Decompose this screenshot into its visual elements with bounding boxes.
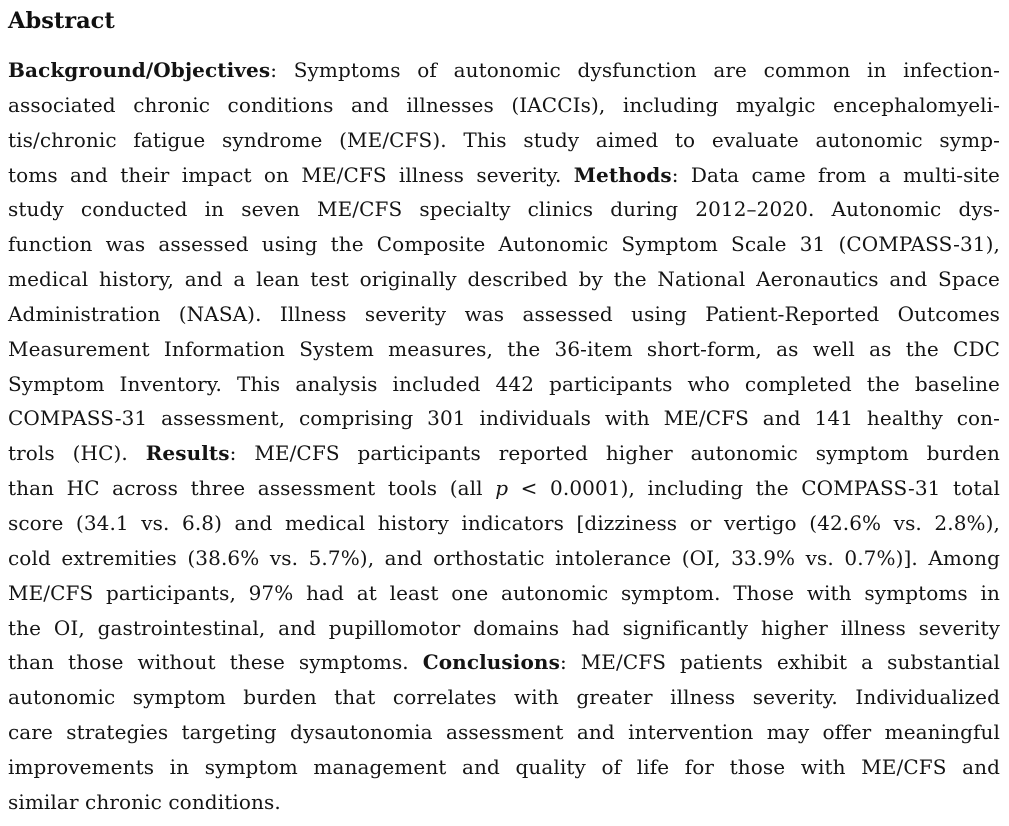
text-segment: : ME/CFS participants reported higher autonomic symptom burden bbox=[229, 441, 1001, 466]
abstract-line bbox=[8, 750, 1000, 785]
abstract-line bbox=[8, 227, 1000, 262]
abstract-line bbox=[8, 715, 1000, 750]
abstract-line bbox=[8, 158, 1000, 193]
abstract-line bbox=[8, 262, 1000, 297]
bold-label: Conclusions bbox=[422, 650, 560, 675]
text-segment: tis/chronic fatigue syndrome (ME/CFS). This study aimed to evaluate autonomic symp- bbox=[8, 127, 1000, 152]
text-segment: ME/CFS participants, 97% had at least one autonomic symptom. Those with symptoms in bbox=[8, 580, 1000, 605]
abstract-line bbox=[8, 680, 1000, 715]
abstract-line bbox=[8, 471, 1000, 506]
abstract-line bbox=[8, 367, 1000, 402]
abstract-line bbox=[8, 576, 1000, 611]
text-segment: the OI, gastrointestinal, and pupillomotor domains had significantly higher illness severity bbox=[8, 615, 1000, 640]
text-segment: associated chronic conditions and illnesses (IACCIs), including myalgic encephalomyeli- bbox=[8, 92, 1000, 117]
abstract-line bbox=[8, 401, 1000, 436]
text-segment: Symptom Inventory. This analysis included 442 participants who completed the baseline bbox=[8, 371, 1000, 396]
text-segment: : ME/CFS patients exhibit a substantial bbox=[559, 650, 1000, 675]
text-segment: score (34.1 vs. 6.8) and medical history indicators [dizziness or vertigo (42.6% vs. 2.8%), bbox=[8, 510, 1000, 535]
bold-label: Background/Objectives bbox=[8, 58, 271, 82]
abstract-line bbox=[8, 88, 1000, 123]
text-segment: study conducted in seven ME/CFS specialty clinics during 2012–2020. Autonomic dys- bbox=[8, 197, 1000, 222]
text-segment: : Symptoms of autonomic dysfunction are common in infection- bbox=[270, 58, 1000, 82]
text-segment: COMPASS-31 assessment, comprising 301 individuals with ME/CFS and 141 healthy con- bbox=[8, 406, 1000, 431]
bold-label: Methods bbox=[573, 162, 672, 187]
abstract-line bbox=[8, 192, 1000, 227]
abstract-line bbox=[8, 785, 1000, 820]
bold-label: Results bbox=[145, 441, 230, 466]
text-segment: improvements in symptom management and quality of life for those with ME/CFS and bbox=[8, 754, 1000, 779]
abstract-line bbox=[8, 297, 1000, 332]
text-segment: care strategies targeting dysautonomia assessment and intervention may offer meaningful bbox=[8, 720, 1000, 745]
text-segment: toms and their impact on ME/CFS illness severity. bbox=[8, 162, 574, 187]
text-segment: Administration (NASA). Illness severity was assessed using Patient-Reported Outcomes bbox=[8, 301, 1000, 326]
text-segment: than those without these symptoms. bbox=[8, 650, 423, 675]
text-segment: : Data came from a multi-site bbox=[671, 162, 1000, 187]
abstract-line bbox=[8, 123, 1000, 158]
italic-term: p bbox=[495, 476, 509, 501]
abstract-line bbox=[8, 611, 1000, 646]
abstract-paragraph bbox=[8, 53, 1000, 820]
text-segment: < 0.0001), including the COMPASS-31 total bbox=[508, 476, 1000, 501]
abstract-line bbox=[8, 645, 1000, 680]
text-segment: cold extremities (38.6% vs. 5.7%), and orthostatic intolerance (OI, 33.9% vs. 0.7%)]. Among bbox=[8, 545, 1000, 570]
text-segment: similar chronic conditions. bbox=[8, 789, 281, 814]
abstract-line bbox=[8, 332, 1000, 367]
abstract-line bbox=[8, 53, 1000, 88]
text-segment: trols (HC). bbox=[8, 441, 146, 466]
abstract-line bbox=[8, 436, 1000, 471]
text-segment: medical history, and a lean test originally described by the National Aeronautics and Space bbox=[8, 267, 1000, 292]
text-segment: autonomic symptom burden that correlates with greater illness severity. Individualized bbox=[8, 685, 1000, 710]
abstract-line bbox=[8, 506, 1000, 541]
text-segment: function was assessed using the Composite Autonomic Symptom Scale 31 (COMPASS-31), bbox=[8, 232, 1000, 257]
text-segment: than HC across three assessment tools (all bbox=[8, 476, 496, 501]
text-segment: Measurement Information System measures, the 36-item short-form, as well as the CDC bbox=[8, 336, 1000, 361]
abstract-heading: Abstract bbox=[8, 8, 115, 34]
abstract-line bbox=[8, 541, 1000, 576]
